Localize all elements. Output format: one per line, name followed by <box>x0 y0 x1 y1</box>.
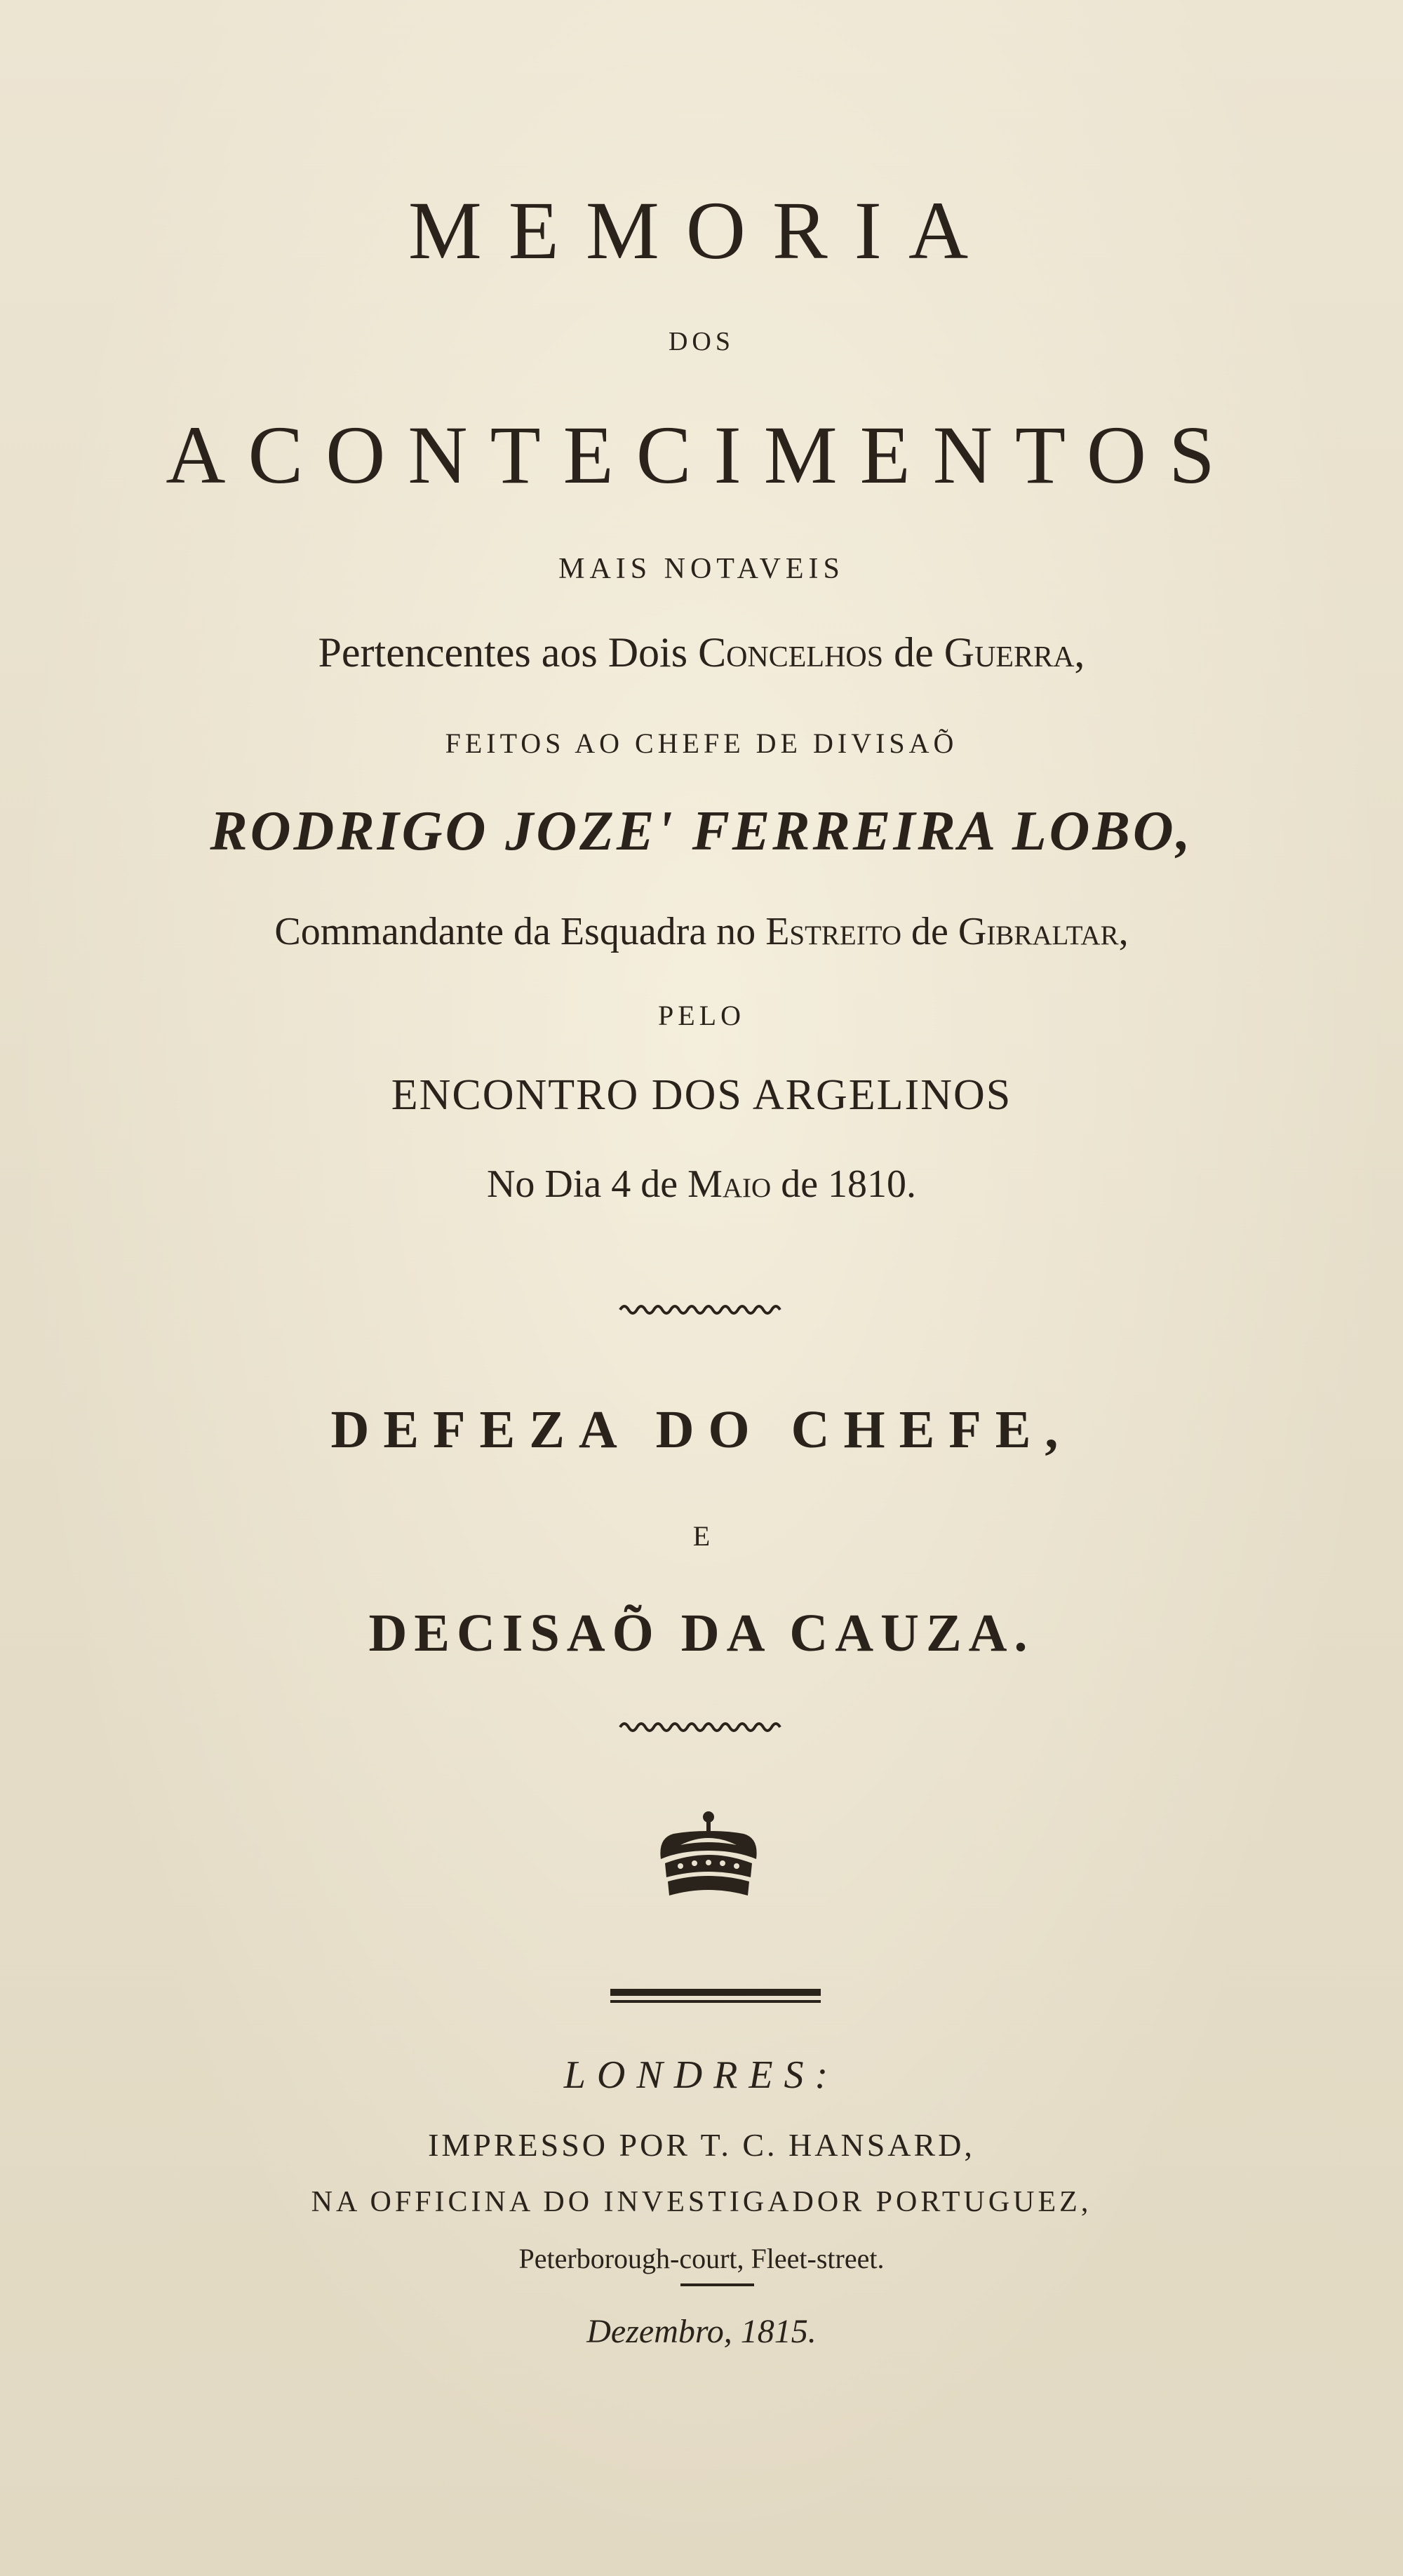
concelhos-text: Concelhos <box>698 629 884 676</box>
imprint-date: Dezembro, 1815. <box>586 2313 817 2350</box>
pertencentes-text: Pertencentes aos Dois <box>318 629 699 676</box>
subtitle-decisao: DECISAÕ DA CAUZA. <box>368 1604 1035 1663</box>
title-encontro: ENCONTRO DOS ARGELINOS <box>391 1071 1012 1119</box>
imprint-officina: NA OFFICINA DO INVESTIGADOR PORTUGUEZ, <box>311 2186 1092 2218</box>
subtitle-defeza: DEFEZA DO CHEFE, <box>330 1400 1073 1459</box>
title-feitos: FEITOS AO CHEFE DE DIVISAÕ <box>445 727 958 759</box>
short-rule-divider <box>680 2283 754 2286</box>
title-acontecimentos: ACONTECIMENTOS <box>166 409 1237 501</box>
wavy-ornament-bottom <box>0 1719 1403 1736</box>
no-dia-post-text: de 1810. <box>771 1162 917 1206</box>
commandante-mid-text: de <box>901 910 958 953</box>
title-no-dia <box>0 1162 1403 1206</box>
title-rodrigo: RODRIGO JOZE' FERREIRA LOBO, <box>210 800 1193 862</box>
estreito-text: Estreito <box>765 910 902 953</box>
title-dos: DOS <box>668 327 735 356</box>
title-pelo: PELO <box>658 1000 745 1031</box>
imprint-address: Peterborough-court, Fleet-street. <box>518 2243 885 2274</box>
imprint-impresso: IMPRESSO POR T. C. HANSARD, <box>428 2127 975 2163</box>
title-memoria: MEMORIA <box>408 185 995 276</box>
subtitle-e: E <box>692 1520 711 1552</box>
imprint-londres: LONDRES: <box>563 2053 840 2097</box>
gibraltar-text: Gibraltar, <box>958 910 1129 953</box>
pertencentes-mid-text: de <box>883 629 944 676</box>
no-dia-text: No Dia 4 de <box>486 1162 688 1206</box>
commandante-text: Commandante da Esquadra no <box>274 910 766 953</box>
wavy-ornament-top <box>0 1301 1403 1318</box>
crown-icon <box>652 1810 765 1901</box>
title-commandante <box>0 912 1403 951</box>
guerra-text: Guerra, <box>944 629 1085 676</box>
title-mais-notaveis: MAIS NOTAVEIS <box>558 553 845 585</box>
double-rule-divider <box>610 1989 821 2003</box>
title-pertencentes <box>0 629 1403 676</box>
maio-text: Maio <box>687 1162 772 1206</box>
